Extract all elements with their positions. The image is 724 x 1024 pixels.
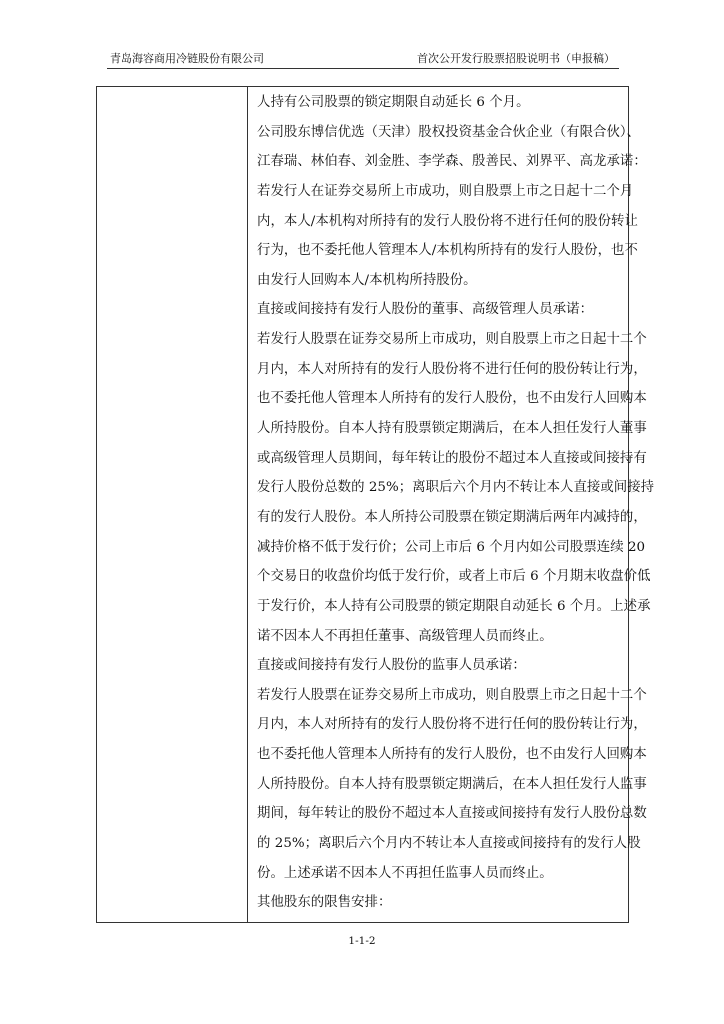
text-line: 的 25%；离职后六个月内不转让本人直接或间接持有的发行人股 (257, 836, 641, 852)
text-line: 月内，本人对所持有的发行人股份将不进行任何的股份转让行为， (257, 361, 647, 377)
text-line: 人所持股份。自本人持有股票锁定期满后，在本人担任发行人监事 (257, 776, 647, 792)
text-line: 发行人股份总数的 25%；离职后六个月内不转让本人直接或间接持 (257, 480, 655, 496)
text-line: 公司股东博信优选（天津）股权投资基金合伙企业（有限合伙）、 (257, 124, 641, 140)
text-line: 若发行人在证券交易所上市成功，则自股票上市之日起十二个月 (257, 183, 634, 199)
document-title: 首次公开发行股票招股说明书（申报稿） (417, 52, 615, 65)
text-line: 个交易日的收盘价均低于发行价，或者上市后 6 个月期末收盘价低 (257, 569, 651, 585)
text-line: 内，本人/本机构对所持有的发行人股份将不进行任何的股份转让 (257, 213, 638, 229)
text-line: 也不委托他人管理本人所持有的发行人股份，也不由发行人回购本 (257, 747, 647, 763)
text-line: 或高级管理人员期间，每年转让的股份不超过本人直接或间接持有 (257, 450, 647, 466)
commitment-table (96, 86, 655, 923)
text-line: 直接或间接持有发行人股份的董事、高级管理人员承诺： (257, 302, 594, 318)
header-rule (107, 68, 619, 69)
text-line: 江春瑞、林伯春、刘金胜、李学森、殷善民、刘界平、高龙承诺： (257, 154, 647, 170)
text-line: 月内，本人对所持有的发行人股份将不进行任何的股份转让行为， (257, 717, 647, 733)
text-line: 人持有公司股票的锁定期限自动延长 6 个月。 (257, 95, 530, 110)
text-line: 其他股东的限售安排： (257, 895, 392, 911)
commitment-text (257, 93, 655, 923)
text-line: 若发行人股票在证券交易所上市成功，则自股票上市之日起十二个 (257, 687, 647, 703)
text-line: 直接或间接持有发行人股份的监事人员承诺： (257, 658, 526, 674)
text-line: 人所持股份。自本人持有股票锁定期满后，在本人担任发行人董事 (257, 421, 647, 437)
text-line: 若发行人股票在证券交易所上市成功，则自股票上市之日起十二个 (257, 332, 647, 348)
page-header (107, 52, 619, 68)
text-line: 于发行价，本人持有公司股票的锁定期限自动延长 6 个月。上述承 (257, 598, 651, 614)
text-line: 诺不因本人不再担任董事、高级管理人员而终止。 (257, 628, 553, 644)
text-line: 份。上述承诺不因本人不再担任监事人员而终止。 (257, 865, 553, 881)
text-line: 由发行人回购本人/本机构所持股份。 (257, 272, 477, 288)
company-name: 青岛海容商用冷链股份有限公司 (110, 52, 264, 65)
column-divider (247, 87, 248, 922)
text-line: 也不委托他人管理本人所持有的发行人股份，也不由发行人回购本 (257, 391, 647, 407)
text-line: 行为，也不委托他人管理本人/本机构所持有的发行人股份，也不 (257, 243, 638, 259)
text-line: 减持价格不低于发行价；公司上市后 6 个月内如公司股票连续 20 (257, 539, 646, 555)
text-line: 期间，每年转让的股份不超过本人直接或间接持有发行人股份总数 (257, 806, 647, 822)
page-number: 1-1-2 (348, 935, 376, 947)
text-line: 有的发行人股份。本人所持公司股票在锁定期满后两年内减持的， (257, 509, 647, 525)
